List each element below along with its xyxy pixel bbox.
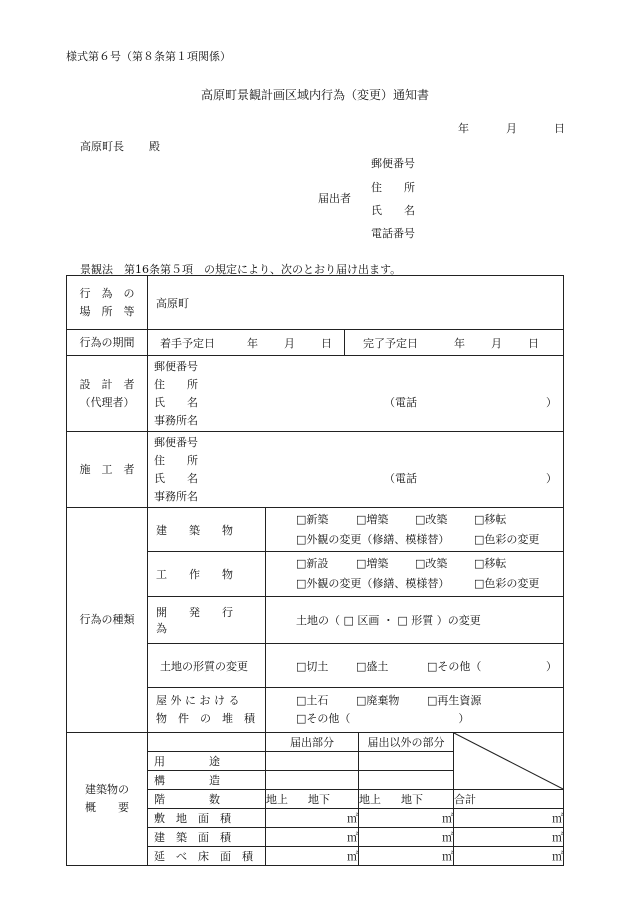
designer-row: [67, 356, 564, 432]
summary-site-area-row: [148, 809, 564, 828]
land-options[interactable]: □切土 □盛土 □その他（ ）: [266, 644, 564, 688]
date-month: 月: [506, 122, 517, 135]
addressee-honorific: 殿: [149, 140, 160, 153]
summary-site-area-label: 敷 地 面 積: [148, 809, 266, 828]
intro-text: 景観法 第16条第５項 の規定により、次のとおり届け出ます。: [80, 263, 402, 276]
addressee-name: 高原町長: [80, 140, 124, 153]
summary-floors-notified[interactable]: 地上 地下: [266, 790, 359, 809]
designer-label: 設 計 者 （代理者）: [67, 356, 148, 432]
summary-floors-total[interactable]: 合計: [454, 790, 564, 809]
form-number: 様式第６号（第８条第１項関係）: [66, 50, 231, 63]
constructor-fields[interactable]: 郵便番号 住 所 氏 名 （電話 ） 事務所名: [148, 432, 564, 508]
period-row: [67, 330, 564, 356]
summary-structure-label: 構 造: [148, 771, 266, 790]
designer-fields[interactable]: 郵便番号 住 所 氏 名 （電話 ） 事務所名: [148, 356, 564, 432]
structure-label: 工 作 物: [148, 552, 266, 597]
summary-use-label: 用 途: [148, 752, 266, 771]
notifier-name: 氏 名: [371, 204, 415, 217]
summary-use-notified[interactable]: [266, 752, 359, 771]
summary-building-area-notified[interactable]: ㎡: [266, 828, 359, 847]
outdoor-options[interactable]: □土石 □廃棄物 □再生資源 □その他（ ）: [266, 688, 564, 733]
summary-floor-area-row: [148, 847, 564, 866]
summary-col-notified: 届出部分: [266, 733, 359, 752]
location-label: 行 為 の 場 所 等: [67, 276, 148, 330]
kind-building-row: [67, 508, 564, 552]
summary-floor-area-notified[interactable]: ㎡: [266, 847, 359, 866]
location-row: [67, 276, 564, 330]
development-options[interactable]: 土地の（ □ 区画 ・ □ 形質 ）の変更: [266, 597, 564, 644]
page-title: 高原町景観計画区域内行為（変更）通知書: [200, 88, 429, 102]
notification-form-table: [66, 275, 564, 866]
summary-floors-other[interactable]: 地上 地下: [359, 790, 454, 809]
development-label: 開 発 行 為: [148, 597, 266, 644]
summary-diagonal-cell: [454, 733, 564, 790]
constructor-row: [67, 432, 564, 508]
summary-floor-area-label: 延 べ 床 面 積: [148, 847, 266, 866]
summary-building-area-total[interactable]: ㎡: [454, 828, 564, 847]
land-label: 土地の形質の変更: [148, 644, 266, 688]
period-label: 行為の期間: [67, 330, 148, 356]
summary-site-area-other[interactable]: ㎡: [359, 809, 454, 828]
summary-col-other: 届出以外の部分: [359, 733, 454, 752]
summary-structure-other[interactable]: [359, 771, 454, 790]
summary-building-area-row: [148, 828, 564, 847]
summary-table: [147, 732, 564, 866]
notifier-phone: 電話番号: [371, 227, 415, 240]
summary-floor-area-other[interactable]: ㎡: [359, 847, 454, 866]
notifier-address: 住 所: [371, 181, 415, 194]
summary-header-empty: [148, 733, 266, 752]
end-date-field[interactable]: 完了予定日 年 月 日: [363, 336, 539, 350]
summary-building-area-label: 建 築 面 積: [148, 828, 266, 847]
date-day: 日: [554, 122, 565, 135]
start-date-field[interactable]: 着手予定日 年 月 日: [148, 330, 345, 355]
summary-structure-notified[interactable]: [266, 771, 359, 790]
constructor-label: 施 工 者: [67, 432, 148, 508]
summary-floor-area-total[interactable]: ㎡: [454, 847, 564, 866]
diagonal-line: [454, 733, 563, 789]
kind-label: 行為の種類: [67, 508, 148, 733]
summary-floors-row: [148, 790, 564, 809]
summary-site-area-total[interactable]: ㎡: [454, 809, 564, 828]
notifier-postal: 郵便番号: [371, 157, 415, 170]
summary-label: 建築物の 概 要: [67, 733, 148, 866]
summary-header-row: [148, 733, 564, 752]
building-options[interactable]: □新築 □増築 □改築 □移転 □外観の変更（修繕、模様替） □色彩の変更: [266, 508, 564, 552]
location-value[interactable]: 高原町: [148, 276, 564, 330]
structure-options[interactable]: □新設 □増築 □改築 □移転 □外観の変更（修繕、模様替） □色彩の変更: [266, 552, 564, 597]
summary-row: [67, 733, 564, 866]
building-label: 建 築 物: [148, 508, 266, 552]
outdoor-label: 屋 外 に お け る 物 件 の 堆 積: [148, 688, 266, 733]
date-year: 年: [458, 122, 469, 135]
summary-floors-label: 階 数: [148, 790, 266, 809]
summary-site-area-notified[interactable]: ㎡: [266, 809, 359, 828]
notifier-label: 届出者: [318, 192, 351, 205]
summary-building-area-other[interactable]: ㎡: [359, 828, 454, 847]
summary-use-other[interactable]: [359, 752, 454, 771]
